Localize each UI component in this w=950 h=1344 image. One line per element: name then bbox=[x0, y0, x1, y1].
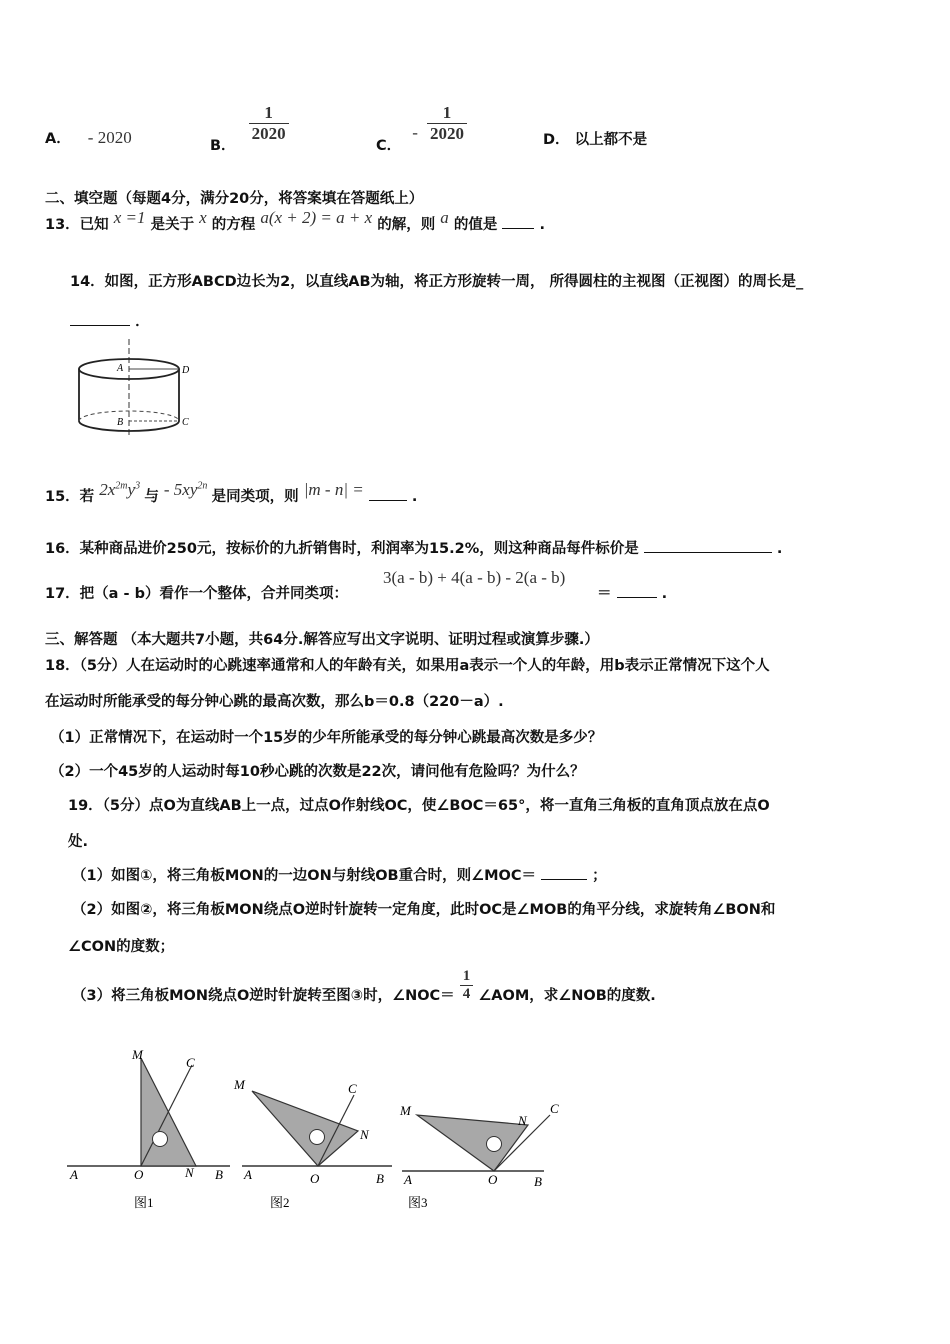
q19-sub2-line1: （2）如图②，将三角板MON绕点O逆时针旋转一定角度，此时OC是∠MOB的角平分线，求旋转角∠BON和 bbox=[72, 902, 776, 918]
option-c-label: C． bbox=[376, 137, 402, 154]
q13-mid2: 的方程 bbox=[211, 217, 256, 233]
fig1-label-m: M bbox=[132, 1047, 143, 1062]
q17-answer-blank[interactable] bbox=[617, 583, 657, 598]
q15-term1-exp1: 2m bbox=[115, 480, 128, 492]
fig1-label-b: B bbox=[215, 1167, 223, 1182]
option-c-numerator: 1 bbox=[442, 103, 452, 122]
q13-answer-blank[interactable] bbox=[502, 214, 534, 229]
fig2-label-b: B bbox=[376, 1171, 384, 1186]
q15-term1 bbox=[99, 480, 144, 499]
q19-line1: 19．（5分）点O为直线AB上一点，过点O作射线OC，使∠BOC＝65°，将一直角三角板的直角顶点放在点O bbox=[68, 798, 770, 814]
question-15 bbox=[45, 480, 418, 506]
q14-second-line bbox=[70, 310, 150, 331]
q16-text: 16．某种商品进价250元，按标价的九折销售时，利润率为15.2%，则这种商品每件标价是 bbox=[45, 541, 639, 557]
q12-option-a bbox=[45, 127, 132, 148]
fig1-label-a: A bbox=[70, 1167, 78, 1182]
fig2-caption: 图2 bbox=[270, 1195, 290, 1210]
q15-answer-blank[interactable] bbox=[369, 486, 407, 501]
figure-2 bbox=[233, 1077, 392, 1210]
fig2-label-n: N bbox=[360, 1127, 369, 1142]
option-d-text: 以上都不是 bbox=[574, 132, 648, 148]
fig14-label-a: A bbox=[117, 363, 124, 374]
fig3-hole bbox=[487, 1137, 502, 1152]
fig2-label-m: M bbox=[234, 1077, 245, 1092]
q18-sub2: （2）一个45岁的人运动时每10秒心跳的次数是22次，请问他有危险吗？为什么？ bbox=[50, 764, 585, 780]
q15-term2-exp: 2n bbox=[197, 480, 208, 492]
option-b-denominator: 2020 bbox=[249, 123, 289, 144]
q19-sub1-answer-blank[interactable] bbox=[541, 865, 587, 880]
q13-var-x: x bbox=[199, 208, 207, 227]
q15-term1-y: y bbox=[127, 480, 136, 499]
q12-option-c bbox=[376, 103, 467, 154]
option-a-label: A． bbox=[45, 131, 71, 147]
q13-mid1: 是关于 bbox=[150, 217, 195, 233]
fig3-label-o: O bbox=[488, 1172, 498, 1187]
option-d-label: D． bbox=[543, 132, 570, 148]
option-a-value: - 2020 bbox=[87, 128, 132, 147]
q19-sub1-end: ； bbox=[592, 868, 607, 884]
q13-mid3: 的解，则 bbox=[377, 217, 436, 233]
q18-line1: 18．（5分）人在运动时的心跳速率通常和人的年龄有关，如果用a表示一个人的年龄，用b表示正常情况下这个人 bbox=[45, 658, 770, 674]
q19-figures bbox=[62, 1045, 567, 1215]
question-13 bbox=[45, 208, 545, 234]
q15-mid2: 是同类项，则 bbox=[211, 489, 299, 505]
fig2-hole bbox=[310, 1130, 325, 1145]
fig3-label-m: M bbox=[400, 1103, 411, 1118]
fig3-label-a: A bbox=[404, 1172, 412, 1187]
q14-end: ． bbox=[135, 314, 150, 330]
section2-heading: 二、填空题（每题4分，满分20分，将答案填在答题纸上） bbox=[45, 191, 424, 207]
fig14-label-d: D bbox=[182, 365, 190, 376]
q13-var-a: a bbox=[440, 208, 449, 227]
fig3-label-b: B bbox=[534, 1174, 542, 1189]
q15-prefix: 15．若 bbox=[45, 489, 95, 505]
q17-expression: 3(a - b) + 4(a - b) - 2(a - b) bbox=[383, 568, 566, 587]
q18-sub1: （1）正常情况下，在运动时一个15岁的少年所能承受的每分钟心跳最高次数是多少？ bbox=[50, 730, 603, 746]
q13-eq1: x =1 bbox=[113, 208, 146, 227]
fig2-label-c: C bbox=[348, 1081, 357, 1096]
q18-line2: 在运动时所能承受的每分钟心跳的最高次数，那么b＝0.8（220－a）. bbox=[45, 694, 504, 710]
fig2-label-o: O bbox=[310, 1171, 320, 1186]
q17-eq: ＝ bbox=[597, 586, 612, 602]
fig2-triangle bbox=[252, 1091, 358, 1166]
q19-sub3 bbox=[72, 968, 656, 1003]
option-b-fraction bbox=[249, 103, 289, 144]
q19-sub3-fraction bbox=[460, 968, 474, 1003]
q19-sub1 bbox=[72, 864, 607, 885]
option-b-numerator: 1 bbox=[264, 103, 273, 122]
q17-end: . bbox=[661, 586, 668, 602]
q13-prefix: 13．已知 bbox=[45, 217, 109, 233]
q19-line2: 处. bbox=[68, 834, 89, 850]
option-c-fraction bbox=[427, 103, 467, 144]
q19-sub3-prefix: （3）将三角板MON绕点O逆时针旋转至图③时，∠NOC＝ bbox=[72, 987, 455, 1004]
q14-answer-blank[interactable] bbox=[70, 311, 130, 326]
fig1-label-n: N bbox=[185, 1165, 194, 1180]
q15-term1-coef: 2x bbox=[99, 480, 116, 499]
q13-end: . bbox=[539, 217, 545, 233]
q15-term1-exp2: 3 bbox=[135, 480, 141, 492]
q14-cylinder-figure bbox=[72, 337, 202, 437]
q17-answer bbox=[597, 582, 667, 603]
fig3-label-n: N bbox=[518, 1113, 527, 1128]
question-14: 14．如图，正方形ABCD边长为2，以直线AB为轴，将正方形旋转一周， 所得圆柱的主视图（正视图）的周长是_ bbox=[70, 274, 804, 290]
fig1-hole bbox=[153, 1132, 168, 1147]
q19-sub2-line2: ∠CON的度数； bbox=[68, 939, 175, 955]
fig1-label-c: C bbox=[186, 1055, 195, 1070]
q12-option-b bbox=[210, 103, 289, 154]
q15-abs-expr: |m - n| = bbox=[303, 480, 364, 499]
fig3-label-c: C bbox=[550, 1101, 559, 1116]
q12-option-d bbox=[543, 128, 647, 149]
option-c-sign: - bbox=[412, 122, 418, 142]
figure-1 bbox=[67, 1047, 230, 1210]
q13-equation: a(x + 2) = a + x bbox=[260, 208, 373, 227]
q15-end: . bbox=[411, 489, 418, 505]
figure-3 bbox=[399, 1101, 559, 1210]
fig14-label-c: C bbox=[182, 417, 189, 428]
fig2-label-a: A bbox=[244, 1167, 252, 1182]
fig3-triangle bbox=[417, 1115, 528, 1171]
q16-answer-blank[interactable] bbox=[644, 538, 772, 553]
q19-sub3-numerator: 1 bbox=[462, 968, 471, 984]
q19-sub3-denominator: 4 bbox=[460, 985, 474, 1003]
q17-prefix: 17．把（a - b）看作一个整体，合并同类项： bbox=[45, 586, 348, 602]
question-16 bbox=[45, 537, 782, 558]
q16-end: . bbox=[776, 541, 783, 557]
option-b-label: B． bbox=[210, 137, 236, 154]
q15-mid: 与 bbox=[144, 489, 159, 505]
fig1-caption: 图1 bbox=[134, 1195, 154, 1210]
q13-suffix: 的值是 bbox=[453, 217, 498, 233]
q15-term2 bbox=[164, 480, 212, 499]
question-17 bbox=[45, 582, 348, 603]
fig3-caption: 图3 bbox=[408, 1195, 428, 1210]
q19-sub3-suffix: ∠AOM，求∠NOB的度数. bbox=[478, 987, 656, 1004]
fig14-label-b: B bbox=[117, 417, 124, 428]
fig1-label-o: O bbox=[134, 1167, 144, 1182]
section3-heading: 三、解答题 （本大题共7小题，共64分.解答应写出文字说明、证明过程或演算步骤.） bbox=[45, 632, 599, 648]
option-c-denominator: 2020 bbox=[427, 123, 467, 144]
q15-term2-base: - 5xy bbox=[163, 480, 198, 499]
q19-sub1-prefix: （1）如图①，将三角板MON的一边ON与射线OB重合时，则∠MOC＝ bbox=[72, 868, 536, 884]
